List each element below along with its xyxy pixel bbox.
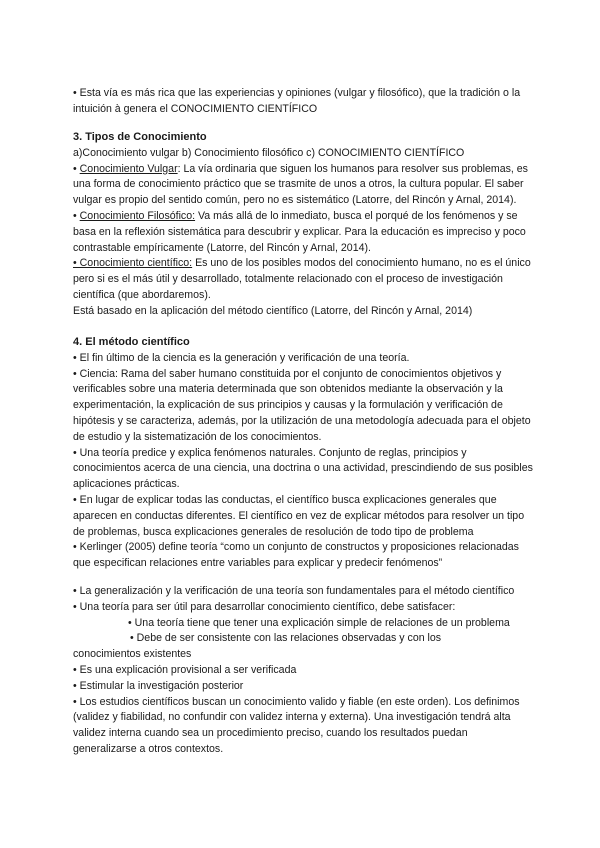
section-4-heading: 4. El método científico [73, 336, 190, 348]
section-4-item: • En lugar de explicar todas las conductas, el científico busca explicaciones generales que aparecen en conductas diferentes. El científico en vez de explicar métodos para resolver un tipo de problemas, busca explicaciones generales de resolución de todo tipo de problema [73, 493, 525, 538]
provisional-text: • Es una explicación provisional a ser verificada [73, 663, 297, 676]
intro-paragraph [73, 86, 533, 118]
section-4-item: • Kerlinger (2005) define teoría “como un conjunto de constructos y proposiciones relacionadas que especifican relaciones entre variables para explicar y predecir fenómenos” [73, 541, 519, 570]
filosofico-paragraph [73, 209, 533, 256]
section-4-item: • Una teoría predice y explica fenómenos naturales. Conjunto de reglas, principios y conocimientos acerca de una ciencia, una doctrina o una actividad, prescindiendo de sus posibles aplicaciones prácticas. [73, 446, 533, 491]
estudios-text: • Los estudios científicos buscan un conocimiento valido y fiable (en este orden). Los definimos (validez y fiabilidad, no confundir con validez interna y externa). Una investigación tendrá alta validez interna cuando sea un procedimiento preciso, cuando los resultados puedan generalizarse a otros contextos. [73, 695, 520, 755]
continuation [73, 584, 533, 758]
section-4-item: • Ciencia: Rama del saber humano constituida por el conjunto de conocimientos objetivos y verificables sobre una materia determinada que son obtenidos mediante la observación y la experimentación, la explicación de sus principios y causas y la formulación y verificación de hipótesis y se caracteriza, además, por la utilización de una metodología adecuada para el objeto de estudio y la sistematización de los conocimientos. [73, 367, 531, 443]
vulgar-label: Conocimiento Vulgar [79, 162, 178, 175]
cientifico-text: Es uno de los posibles modos del conocimiento humano, no es el único pero si es el más útil y desarrollado, totalmente relacionado con el proceso de investigación científica (que abordaremos). [73, 257, 531, 301]
cientifico-label: • Conocimiento científico: [73, 257, 193, 270]
filosofico-text: Va más allá de lo inmediato, busca el porqué de los fenómenos y se basa en la reflexión sistemática para descubrir y explicar. Para la educación es impreciso y poco contrastable empíricamente (Latorre, del Rincón y Arnal, 2014). [73, 209, 526, 254]
filosofico-label: Conocimiento Filosófico: [79, 209, 196, 222]
vulgar-text: : La vía ordinaria que siguen los humanos para resolver sus problemas, es una forma de conocimiento práctico que se trasmite de unos a otros, la cultura popular. El saber vulgar es propio del sentido común, pero no es sistemático (Latorre, del Rincón y Arnal, 2014). [73, 162, 528, 207]
estimular-text: • Estimular la investigación posterior [73, 679, 244, 692]
vulgar-bullet: • [73, 162, 80, 175]
sub-bullet-1: • Una teoría tiene que tener una explicación simple de relaciones de un problema [128, 616, 510, 629]
filosofico-bullet: • [73, 209, 80, 222]
sub-bullet-2: • Debe de ser consistente con las relaciones observadas y con los [130, 632, 442, 645]
based-on-text: Está basado en la aplicación del método científico (Latorre, del Rincón y Arnal, 2014) [73, 304, 473, 317]
generalizacion-text: • La generalización y la verificación de una teoría son fundamentales para el método científico [73, 585, 515, 597]
types-line: a)Conocimiento vulgar b) Conocimiento filosófico c) CONOCIMIENTO CIENTÍFICO [73, 146, 465, 159]
section-4-item: • El fin último de la ciencia es la generación y verificación de una teoría. [73, 351, 410, 364]
cientifico-paragraph [73, 256, 533, 303]
util-text: • Una teoría para ser útil para desarrollar conocimiento científico, debe satisfacer: [73, 600, 456, 613]
section-3 [73, 130, 533, 320]
intro-text: • Esta vía es más rica que las experiencias y opiniones (vulgar y filosófico), que la tradición o la intuición à genera el CONOCIMIENTO CIENTÍFICO [73, 87, 521, 115]
section-3-heading: 3. Tipos de Conocimiento [73, 131, 207, 143]
sub-bullet-2-continuation: conocimientos existentes [73, 648, 192, 661]
section-4 [73, 335, 533, 572]
vulgar-paragraph [73, 162, 533, 209]
